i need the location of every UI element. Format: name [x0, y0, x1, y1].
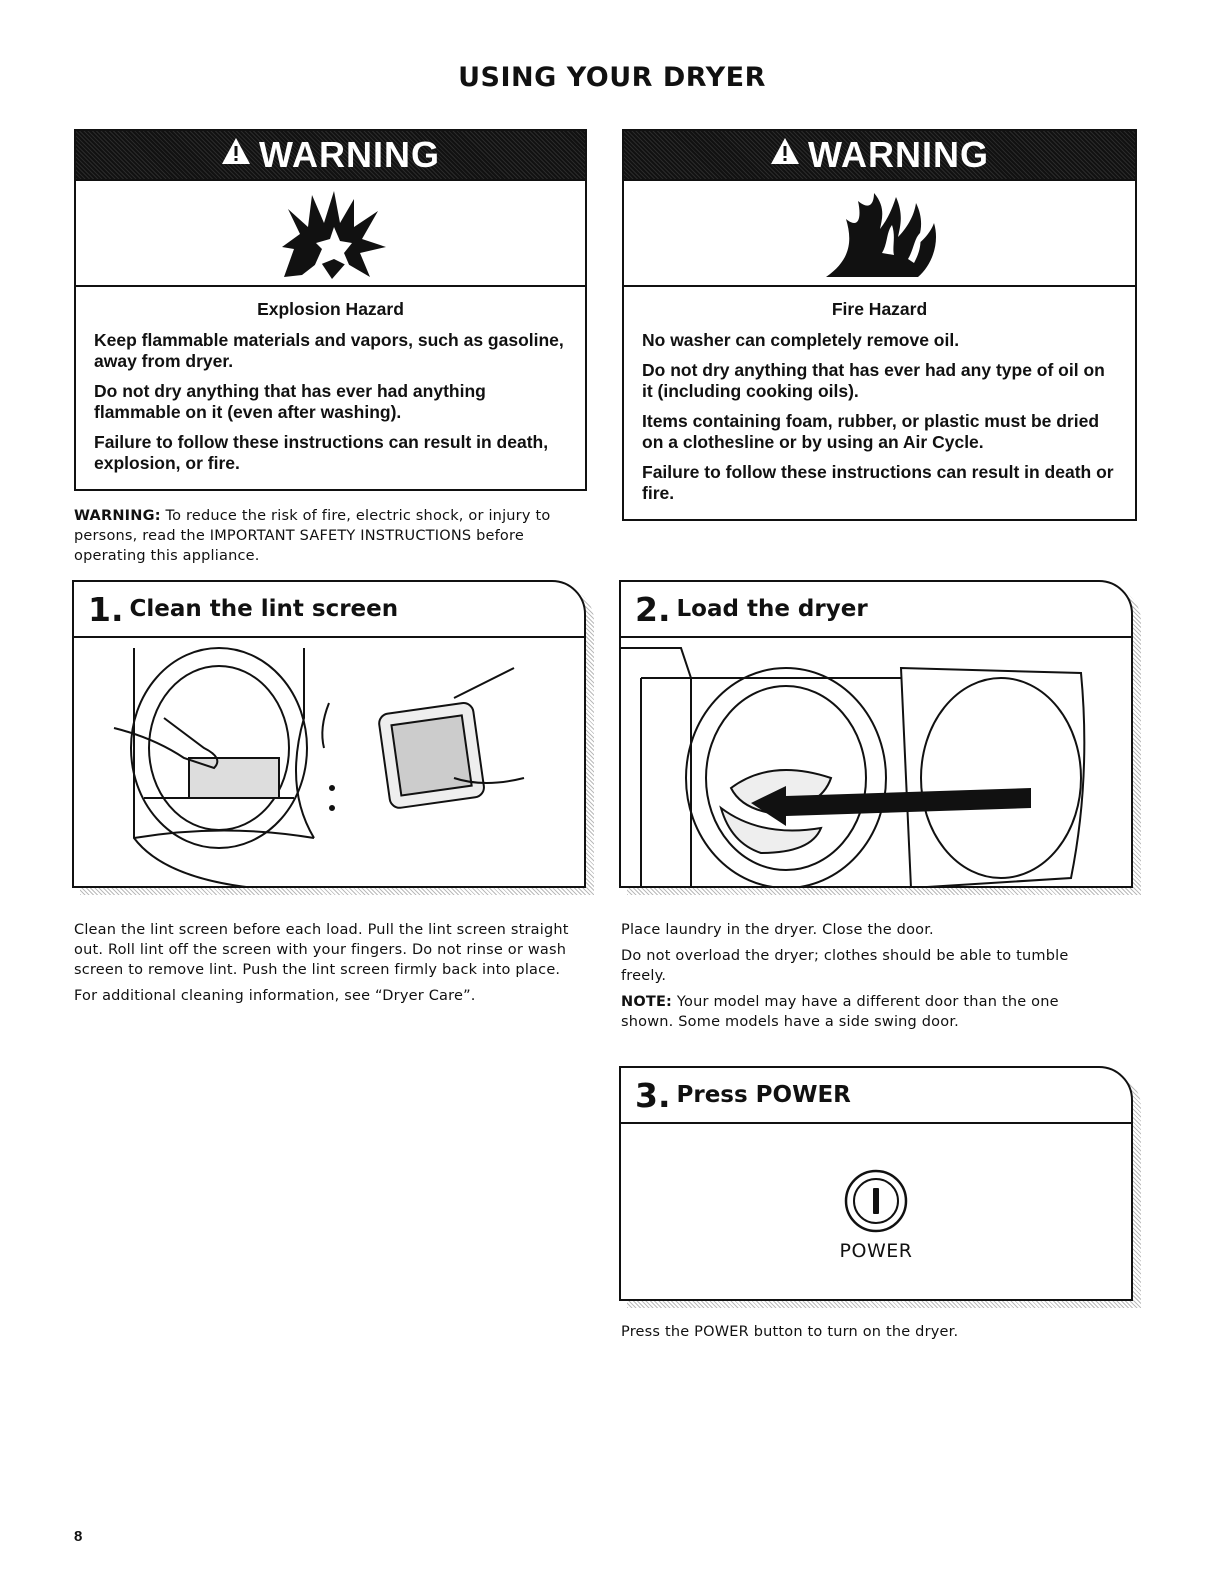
- warning-header: [76, 131, 585, 181]
- load-dryer-illustration: [621, 638, 1131, 888]
- step-1-description: [74, 920, 579, 1012]
- warning-header: [624, 131, 1135, 181]
- step-2-title: [621, 582, 1131, 638]
- step-title-text: Clean the lint screen: [129, 596, 399, 622]
- step-2-panel: [619, 580, 1133, 888]
- safety-note-label: WARNING:: [74, 508, 161, 524]
- step-3-title: [621, 1068, 1131, 1124]
- power-label: POWER: [839, 1240, 913, 1262]
- step-1-title: [74, 582, 584, 638]
- warning-header-text: WARNING: [259, 134, 440, 175]
- warning-line: Items containing foam, rubber, or plastic must be dried on a clothesline or by using an Air Cycle.: [642, 411, 1100, 452]
- explosion-warning-body: [76, 299, 585, 489]
- warning-header-text: WARNING: [808, 134, 989, 175]
- step-3-description: [621, 1322, 1116, 1348]
- paragraph: Place laundry in the dryer. Close the door.: [621, 922, 934, 938]
- step-1-panel: [72, 580, 586, 888]
- warning-line: Failure to follow these instructions can result in death, explosion, or fire.: [94, 432, 549, 473]
- note-text: Your model may have a different door than the one shown. Some models have a side swing door.: [621, 994, 1059, 1030]
- fire-icon: [822, 189, 942, 279]
- step-3-panel: [619, 1066, 1133, 1301]
- warning-line: No washer can completely remove oil.: [642, 330, 960, 350]
- power-icon: [843, 1168, 909, 1234]
- explosion-icon: [274, 189, 394, 279]
- warning-line: Keep flammable materials and vapors, such as gasoline, away from dryer.: [94, 330, 564, 371]
- step-number: 3.: [635, 1075, 671, 1115]
- warning-triangle-icon: [770, 137, 800, 173]
- warning-line: Do not dry anything that has ever had anything flammable on it (even after washing).: [94, 381, 486, 422]
- warning-triangle-icon: [221, 137, 251, 173]
- paragraph: For additional cleaning information, see “Dryer Care”.: [74, 988, 476, 1004]
- note-label: NOTE:: [621, 994, 673, 1010]
- note: [621, 992, 1116, 1032]
- step-2-description: [621, 920, 1116, 1038]
- explosion-icon-area: [76, 181, 585, 287]
- page-title: USING YOUR DRYER: [458, 62, 766, 93]
- safety-note-text: To reduce the risk of fire, electric shock, or injury to persons, read the IMPORTANT SAFETY INSTRUCTIONS before operating this appliance.: [74, 508, 551, 564]
- paragraph: Press the POWER button to turn on the dryer.: [621, 1324, 959, 1340]
- paragraph: Clean the lint screen before each load. Pull the lint screen straight out. Roll lint off the screen with your fingers. Do not rinse or wash screen to remove lint. Push the lint screen firmly back into place.: [74, 922, 569, 978]
- fire-warning-box: [622, 129, 1137, 521]
- power-button[interactable]: [621, 1168, 1131, 1262]
- fire-warning-body: [624, 299, 1135, 519]
- warning-subtitle: Explosion Hazard: [257, 299, 404, 319]
- warning-line: Do not dry anything that has ever had any type of oil on it (including cooking oils).: [642, 360, 1105, 401]
- step-title-text: Load the dryer: [676, 596, 868, 622]
- lint-screen-illustration: [74, 638, 584, 888]
- warning-subtitle: Fire Hazard: [831, 299, 928, 319]
- step-number: 2.: [635, 589, 671, 629]
- paragraph: Do not overload the dryer; clothes should be able to tumble freely.: [621, 948, 1069, 984]
- safety-note: [74, 506, 564, 566]
- explosion-warning-box: [74, 129, 587, 491]
- step-title-text: Press POWER: [676, 1082, 851, 1108]
- step-number: 1.: [88, 589, 124, 629]
- warning-line: Failure to follow these instructions can result in death or fire.: [642, 462, 1114, 503]
- fire-icon-area: [624, 181, 1135, 287]
- page-number: 8: [74, 1528, 83, 1545]
